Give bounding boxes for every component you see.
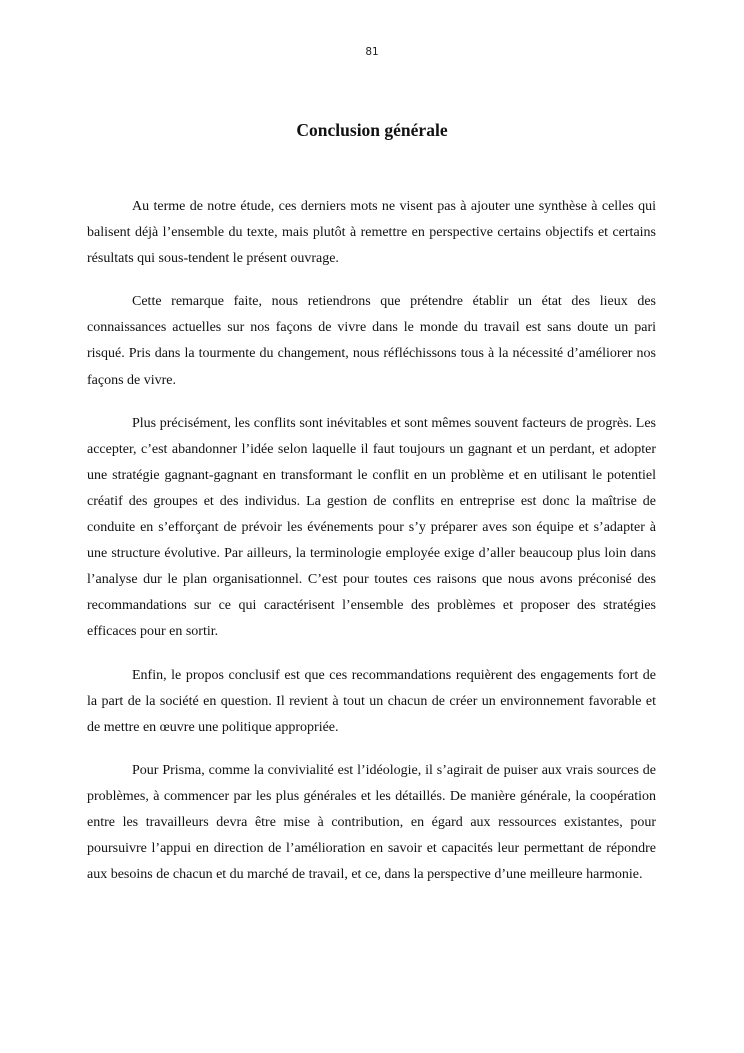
- paragraph-1: Au terme de notre étude, ces derniers mots ne visent pas à ajouter une synthèse à celles qui balisent déjà l’ensemble du texte, mais plutôt à remettre en perspective certains objectifs et certains résultats qui sous-tendent le présent ouvrage.: [87, 199, 656, 267]
- paragraph-4: Enfin, le propos conclusif est que ces recommandations requièrent des engagements fort de la part de la société en question. Il revient à tout un chacun de créer un environnement favorable et de mettre en œuvre une politique appropriée.: [87, 667, 656, 735]
- paragraph-3: Plus précisément, les conflits sont inévitables et sont mêmes souvent facteurs de progrès. Les accepter, c’est abandonner l’idée selon laquelle il faut toujours un gagnant et un perdant, et adopter une stratégie gagnant-gagnant en transformant le conflit en un problème et en utilisant le potentiel créatif des groupes et des individus. La gestion de conflits en entreprise est donc la maîtrise de conduite en s’efforçant de prévoir les événements pour s’y préparer aves son équipe et s’adapter à une structure évolutive. Par ailleurs, la terminologie employée exige d’aller beaucoup plus loin dans l’analyse dur le plan organisationnel. C’est pour toutes ces raisons que nous avons préconisé des recommandations sur ce qui caractérisent l’ensemble des problèmes et proposer des stratégies efficaces pour en sortir.: [87, 415, 656, 640]
- paragraph-2: Cette remarque faite, nous retiendrons que prétendre établir un état des lieux des connaissances actuelles sur nos façons de vivre dans le monde du travail est sans doute un pari risqué. Pris dans la tourmente du changement, nous réfléchissons tous à la nécessité d’améliorer nos façons de vivre.: [87, 294, 656, 388]
- page-title: Conclusion générale: [296, 120, 448, 140]
- page-number: 81: [365, 46, 379, 58]
- paragraph-5: Pour Prisma, comme la convivialité est l’idéologie, il s’agirait de puiser aux vrais sources de problèmes, à commencer par les plus générales et les détaillés. De manière générale, la coopération entre les travailleurs devra être mise à contribution, en égard aux ressources existantes, pour poursuivre l’appui en direction de l’amélioration en savoir et capacités leur permettant de répondre aux besoins de chacun et du marché de travail, et ce, dans la perspective d’une meilleure harmonie.: [87, 762, 656, 883]
- body-text: [87, 194, 656, 905]
